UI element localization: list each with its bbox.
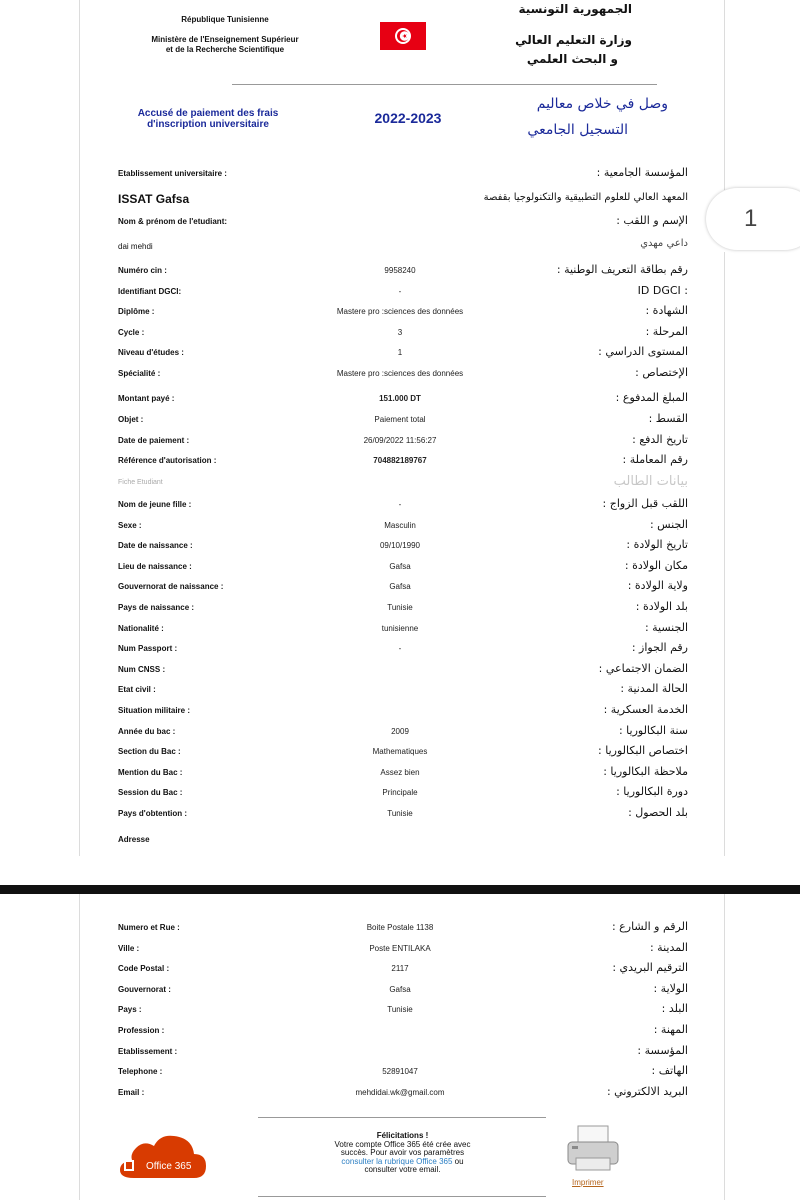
field-value: Gafsa: [389, 561, 411, 571]
field-label-ar: تاريخ الدفع :: [632, 432, 688, 446]
field-label-fr: Lieu de naissance :: [118, 561, 192, 571]
field-label-ar: الجنسية :: [644, 620, 688, 634]
field-label-ar: الضمان الاجتماعي :: [598, 661, 688, 675]
field-value: Tunisie: [387, 809, 413, 818]
field-value: 09/10/1990: [379, 541, 421, 551]
field-label-fr: Code Postal :: [118, 964, 170, 974]
field-label-fr: Niveau d'études :: [118, 348, 184, 358]
field-label-fr: Année du bac :: [118, 726, 176, 736]
student-name-ar: داعي مهدي: [640, 238, 688, 249]
field-label-ar: القسط :: [648, 411, 688, 425]
print-button[interactable]: [564, 1124, 624, 1188]
page-separator: [0, 885, 800, 894]
field-label-ar: ولاية الولادة :: [627, 579, 688, 593]
office365-logo[interactable]: [116, 1132, 208, 1180]
printer-icon: [564, 1124, 624, 1174]
office365-rubrique-link[interactable]: consulter la rubrique Office 365: [341, 1156, 453, 1166]
header-fr-ministry-line1: Ministère de l'Enseignement Supérieur: [151, 35, 299, 44]
field-label-fr: Nom de jeune fille :: [118, 500, 192, 509]
field-label-ar: الخدمة العسكرية :: [603, 703, 688, 716]
field-label-fr: Nationalité :: [118, 623, 164, 633]
field-label-fr: Num CNSS :: [118, 664, 166, 674]
footer-divider-bottom: [258, 1196, 546, 1197]
field-label-ar: بلد الحصول :: [628, 806, 688, 819]
field-label-fr: Sexe :: [118, 520, 142, 530]
field-label-fr: Profession :: [118, 1026, 165, 1035]
field-value: 3: [397, 327, 403, 337]
field-label-fr: Telephone :: [118, 1067, 163, 1077]
field-label-ar: دورة البكالوريا :: [616, 785, 688, 799]
footer-divider-top: [258, 1117, 546, 1118]
congrats-line4: consulter votre email.: [364, 1165, 441, 1175]
header-ar-country: الجمهورية التونسية: [518, 2, 632, 16]
field-label-fr: Section du Bac :: [118, 747, 181, 757]
field-label-fr: Date de naissance :: [118, 541, 193, 551]
field-label-ar: ملاحظة البكالوريا :: [603, 764, 688, 778]
congrats-line1: Votre compte Office 365 été crée avec: [334, 1139, 471, 1149]
field-label-ar: بلد الولادة :: [635, 600, 688, 613]
field-value: Tunisie: [387, 1005, 413, 1015]
field-label-ar: سنة البكالوريا :: [618, 723, 688, 737]
field-label-fr: Cycle :: [118, 327, 145, 337]
header-fr-ministry-line2: et de la Recherche Scientifique: [165, 45, 285, 54]
section-student-ar: بيانات الطالب: [613, 474, 688, 489]
header-fr-ministry: [130, 35, 320, 55]
field-value: Mastere pro :sciences des données: [336, 369, 464, 378]
field-label-ar: الشهادة :: [645, 304, 688, 318]
institution-label-fr: Etablissement universitaire :: [118, 169, 227, 178]
field-label-ar: المدينة :: [649, 940, 688, 954]
field-label-ar: تاريخ الولادة :: [626, 538, 688, 552]
field-label-fr: Session du Bac :: [118, 788, 183, 798]
field-value: -: [398, 500, 402, 509]
field-label-ar: : ID DGCI: [637, 283, 688, 297]
field-value: Poste ENTILAKA: [369, 943, 431, 953]
congrats-message: [300, 1132, 505, 1175]
field-label-ar: البلد :: [661, 1002, 688, 1016]
field-label-fr: Spécialité :: [118, 369, 161, 378]
field-value: -: [398, 286, 402, 296]
field-label-ar: رقم بطاقة التعريف الوطنية :: [556, 263, 688, 276]
field-label-fr: Etablissement :: [118, 1046, 178, 1056]
congrats-line2: succès. Pour avoir vos paramètres: [340, 1148, 465, 1158]
field-label-fr: Numero et Rue :: [118, 923, 180, 932]
field-value: 52891047: [382, 1067, 418, 1077]
field-value: Mastere pro :sciences des données: [336, 307, 464, 317]
congrats-link-after: ou: [452, 1156, 464, 1166]
title-fr-line1: Accusé de paiement des frais: [137, 108, 279, 119]
title-ar-line2: التسجيل الجامعي: [527, 122, 628, 138]
header-fr-country: République Tunisienne: [181, 15, 269, 24]
field-value: Principale: [382, 788, 418, 798]
field-label-fr: Diplôme :: [118, 307, 155, 317]
page-number: 1: [744, 205, 758, 232]
field-label-ar: رقم المعاملة :: [622, 453, 688, 467]
title-ar-line1: وصل في خلاص معاليم: [536, 96, 668, 112]
field-label-ar: الترقيم البريدي :: [612, 961, 688, 975]
tunisia-flag-icon: [380, 22, 426, 50]
field-label-ar: اختصاص البكالوريا :: [598, 744, 688, 758]
student-label-fr: Nom & prénom de l'etudiant:: [118, 217, 228, 226]
field-value: 2117: [391, 964, 409, 974]
header-ar-ministry-line2: و البحث العلمي: [526, 52, 618, 66]
field-label-fr: Identifiant DGCI:: [118, 286, 182, 296]
academic-year: 2022-2023: [374, 110, 442, 126]
field-value: Gafsa: [389, 582, 411, 592]
field-label-fr: Pays de naissance :: [118, 603, 195, 612]
field-label-ar: الإختصاص :: [635, 366, 688, 379]
section-student-fr: Fiche Etudiant: [118, 479, 163, 486]
field-label-ar: المبلغ المدفوع :: [615, 391, 688, 404]
field-label-ar: رقم الجواز :: [631, 641, 688, 655]
field-label-ar: الحالة المدنية :: [620, 682, 688, 696]
field-label-ar: الهاتف :: [651, 1064, 688, 1078]
field-label-fr: Num Passport :: [118, 644, 178, 654]
field-label-ar: المرحلة :: [645, 324, 688, 338]
header-ar-ministry-line1: وزارة التعليم العالي: [515, 33, 632, 47]
field-value: 2009: [391, 726, 409, 736]
field-label-ar: الولاية :: [653, 981, 688, 995]
field-label-ar: اللقب قبل الزواج :: [602, 497, 688, 510]
congrats-title: Félicitations !: [376, 1131, 429, 1140]
institution-name-ar: المعهد العالي للعلوم التطبيقية والتكنولوجيا بقفصة: [483, 192, 688, 203]
office365-label: Office 365: [146, 1161, 192, 1172]
field-label-fr: Numéro cin :: [118, 266, 167, 275]
institution-name-fr: ISSAT Gafsa: [118, 192, 190, 206]
field-value: -: [398, 644, 402, 654]
field-label-ar: مكان الولادة :: [624, 558, 688, 572]
field-value: mehdidai.wk@gmail.com: [355, 1087, 445, 1097]
field-label-fr: Email :: [118, 1087, 145, 1097]
field-label-fr: Etat civil :: [118, 685, 156, 695]
print-label[interactable]: Imprimer: [572, 1178, 604, 1187]
header-divider: [232, 84, 657, 85]
field-label-fr: Pays d'obtention :: [118, 809, 188, 818]
field-label-fr: Pays :: [118, 1005, 142, 1015]
field-label-fr: Date de paiement :: [118, 435, 190, 445]
page-number-badge: [706, 188, 800, 250]
field-label-ar: الجنس :: [649, 517, 688, 531]
field-label-fr: Situation militaire :: [118, 706, 191, 715]
field-label-fr: Objet :: [118, 414, 144, 424]
field-label-ar: المؤسسة :: [637, 1043, 688, 1057]
field-value: Gafsa: [389, 984, 411, 994]
field-label-ar: المستوى الدراسي :: [598, 345, 688, 359]
field-label-fr: Gouvernorat :: [118, 984, 171, 994]
field-value: tunisienne: [381, 623, 419, 633]
field-label-ar: المهنة :: [653, 1023, 688, 1036]
title-fr: [118, 108, 298, 130]
office365-cloud-icon: [116, 1132, 208, 1180]
field-value: 1: [397, 348, 403, 358]
field-value: 151.000 DT: [379, 394, 421, 403]
field-label-fr: Référence d'autorisation :: [118, 456, 217, 466]
field-value: Assez bien: [380, 767, 420, 777]
field-value: Masculin: [384, 520, 416, 530]
address-label: Adresse: [118, 835, 150, 844]
field-value: 26/09/2022 11:56:27: [363, 435, 437, 445]
field-label-ar: البريد الالكتروني :: [606, 1084, 688, 1098]
field-label-fr: Ville :: [118, 943, 140, 953]
title-fr-line2: d'inscription universitaire: [147, 119, 269, 130]
field-value: 9958240: [384, 266, 416, 275]
field-value: Tunisie: [387, 603, 413, 612]
field-label-fr: Mention du Bac :: [118, 767, 183, 777]
institution-label-ar: المؤسسة الجامعية :: [596, 166, 688, 179]
student-name-fr: dai mehdi: [118, 242, 153, 251]
field-label-fr: Gouvernorat de naissance :: [118, 582, 224, 592]
field-value: 704882189767: [373, 456, 427, 466]
field-value: Boite Postale 1138: [366, 923, 434, 932]
student-label-ar: الإسم و اللقب :: [616, 214, 688, 227]
field-value: Paiement total: [374, 414, 426, 424]
field-label-fr: Montant payé :: [118, 394, 175, 403]
field-label-ar: الرقم و الشارع :: [611, 920, 688, 933]
field-value: Mathematiques: [372, 747, 428, 757]
